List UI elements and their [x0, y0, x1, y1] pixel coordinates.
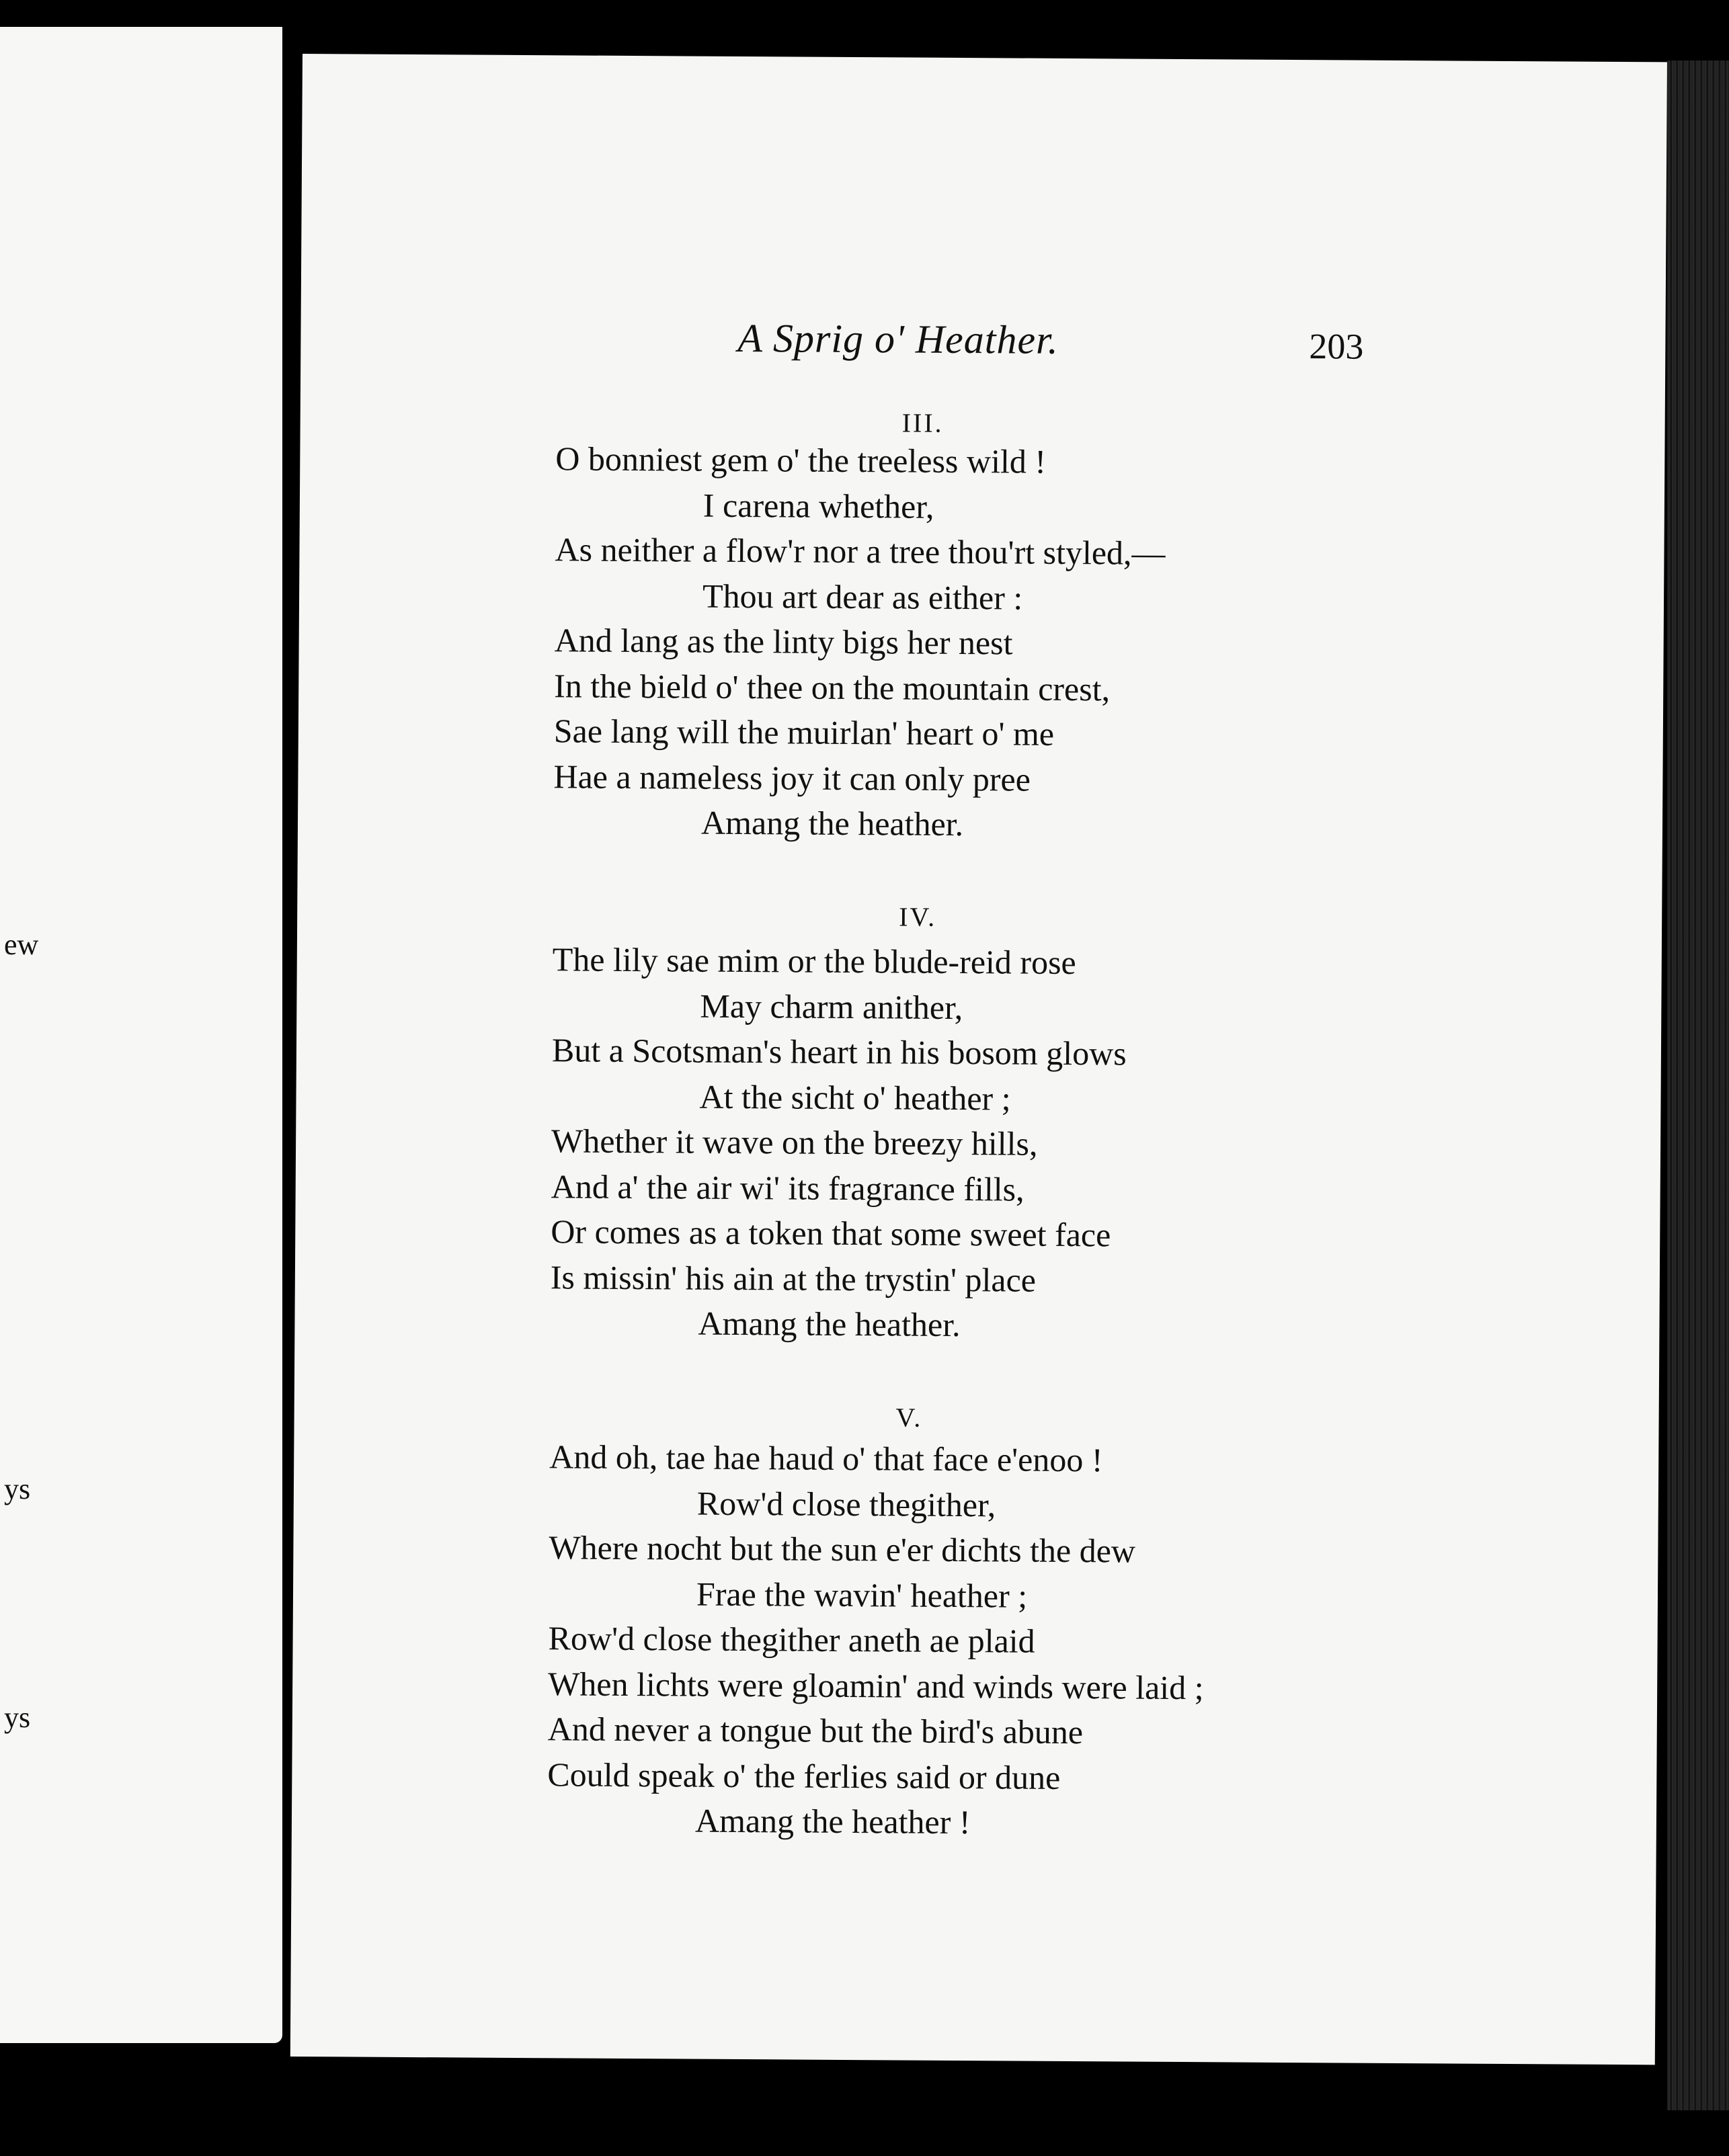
verse-line: Hae a nameless joy it can only pree — [553, 757, 1031, 798]
page-number: 203 — [1309, 326, 1364, 367]
stanza-numeral: IV. — [899, 901, 937, 932]
stanza-numeral: III. — [901, 407, 944, 438]
verse-line: At the sicht o' heather ; — [699, 1077, 1011, 1118]
verse-line: May charm anither, — [700, 987, 963, 1027]
verse-line: O bonniest gem o' the treeless wild ! — [555, 440, 1047, 481]
verse-line: And never a tongue but the bird's abune — [547, 1710, 1084, 1751]
verse-line: Thou art dear as either : — [702, 577, 1023, 617]
verse-line: But a Scotsman's heart in his bosom glows — [551, 1031, 1127, 1073]
left-page-fragment: ys — [4, 1473, 31, 1505]
verse-line: And lang as the linty bigs her nest — [554, 621, 1013, 662]
verse-line: Is missin' his ain at the trystin' place — [550, 1258, 1037, 1299]
verse-line: The lily sae mim or the blude-reid rose — [552, 940, 1076, 982]
left-page-fragment: ys — [4, 1701, 31, 1734]
verse-line: Or comes as a token that some sweet face — [551, 1212, 1111, 1254]
verse-line: And a' the air wi' its fragrance fills, — [551, 1167, 1024, 1208]
verse-line: And oh, tae hae haud o' that face e'enoo ! — [549, 1438, 1103, 1479]
stanza-numeral: V. — [895, 1402, 923, 1433]
stanza — [300, 403, 1665, 843]
verse-line: Frae the wavin' heather ; — [696, 1575, 1028, 1615]
verse-line: Whether it wave on the breezy hills, — [551, 1122, 1038, 1163]
verse-line: Row'd close thegither, — [696, 1484, 996, 1524]
previous-page-sliver — [0, 27, 282, 2043]
stanza — [297, 897, 1662, 1344]
verse-line: Amang the heather ! — [694, 1801, 971, 1841]
page-header — [300, 313, 1666, 388]
stanza — [294, 1398, 1659, 1841]
left-page-fragment: ew — [4, 928, 39, 961]
verse-line: I carena whether, — [702, 486, 934, 526]
verse-line: As neither a flow'r nor a tree thou'rt styled,— — [555, 530, 1166, 572]
verse-line: Amang the heather. — [698, 1304, 961, 1344]
page-edge-stack — [1667, 60, 1729, 2110]
verse-line: Row'd close thegither aneth ae plaid — [548, 1619, 1035, 1660]
verse-line: Where nocht but the sun e'er dichts the dew — [549, 1528, 1136, 1570]
running-title: A Sprig o' Heather. — [737, 315, 1059, 362]
verse-line: Could speak o' the ferlies said or dune — [547, 1755, 1061, 1796]
verse-line: Amang the heather. — [700, 803, 964, 843]
verse-line: When lichts were gloamin' and winds were laid ; — [548, 1665, 1204, 1707]
verse-line: Sae lang will the muirlan' heart o' me — [553, 712, 1055, 753]
verse-line: In the bield o' thee on the mountain crest, — [554, 667, 1111, 708]
book-page — [290, 54, 1667, 2065]
